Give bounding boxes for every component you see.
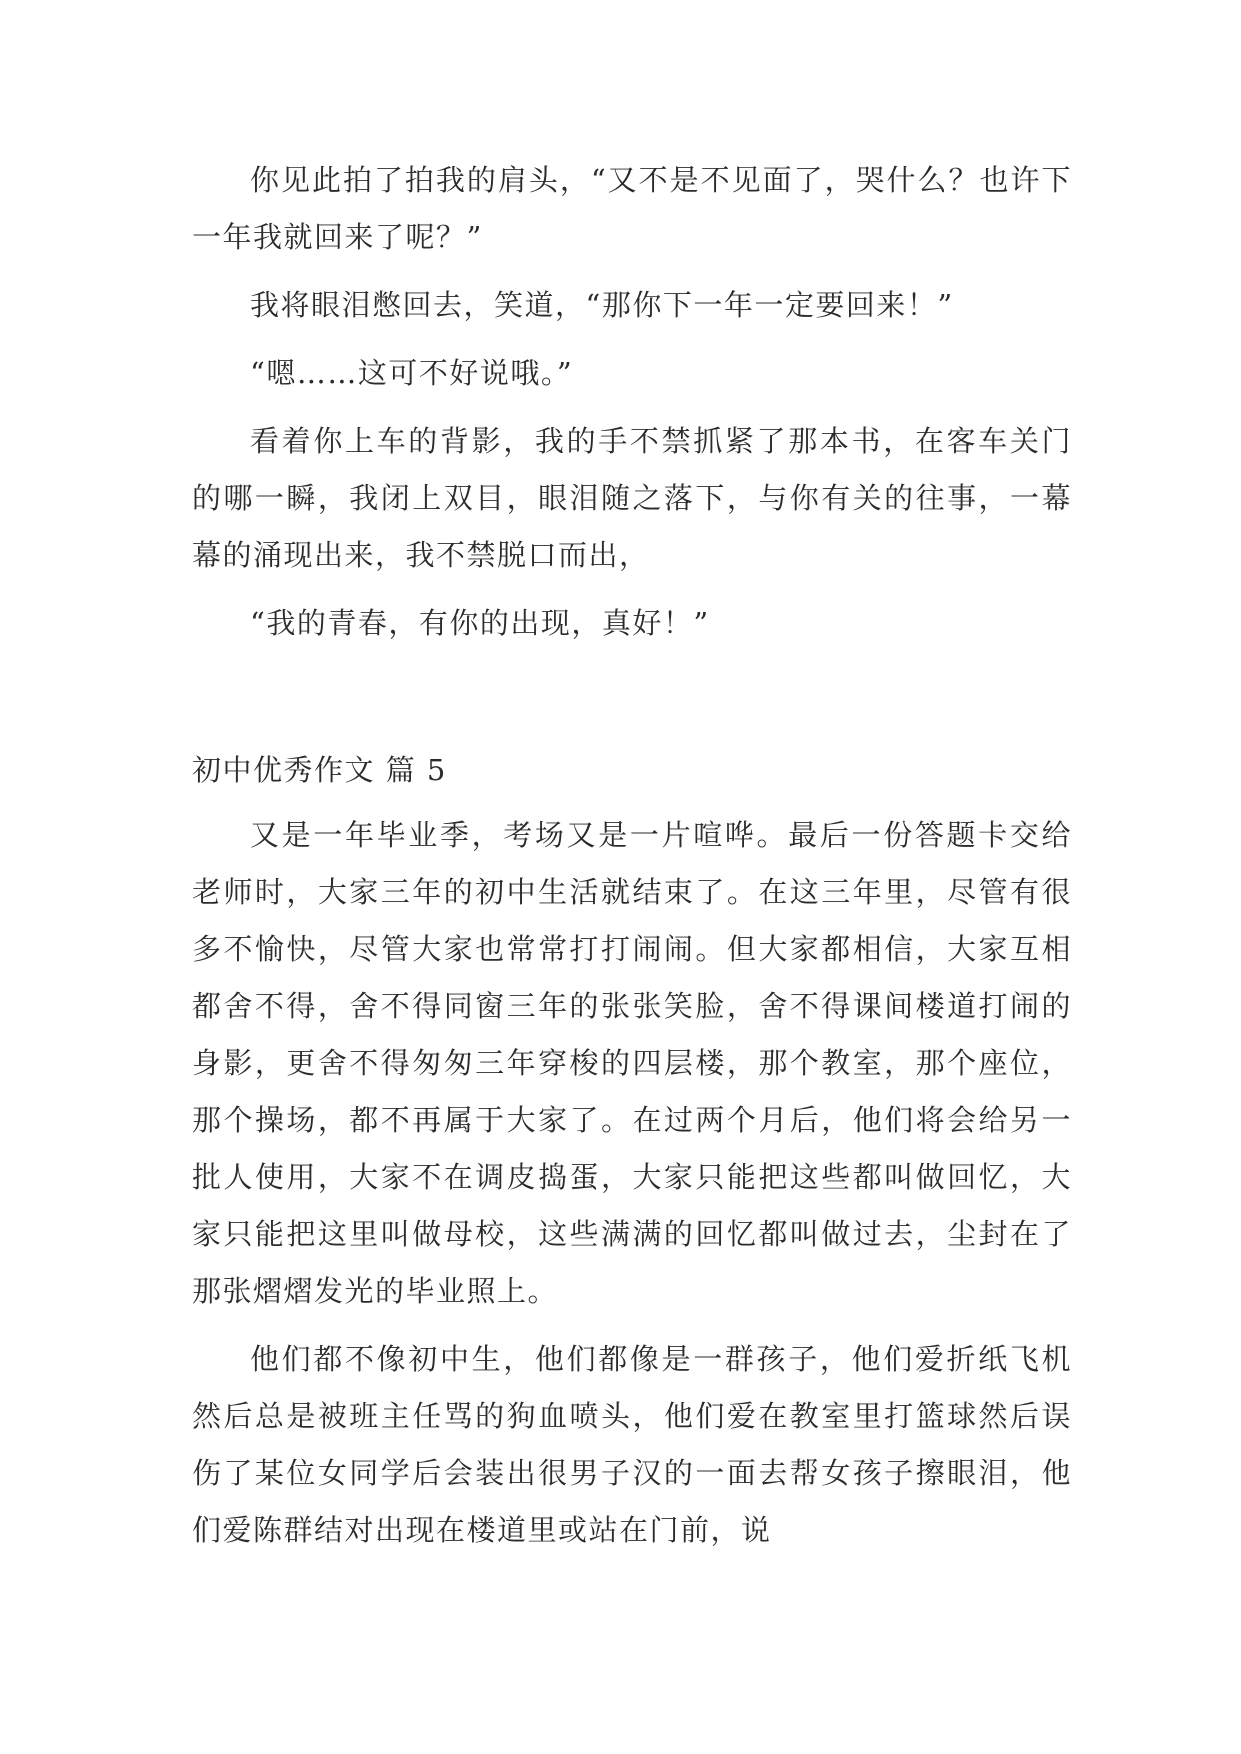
paragraph: 我将眼泪憋回去，笑道，“那你下一年一定要回来！”	[250, 288, 954, 322]
section-heading: 初中优秀作文 篇 5	[192, 753, 447, 787]
paragraph: 又是一年毕业季，考场又是一片喧哗。最后一份答题卡交给老师时，大家三年的初中生活就结束了。在这三年里，尽管有很多不愉快，尽管大家也常常打打闹闹。但大家都相信，大家互相都舍不得，舍不得同窗三年的张张笑脸，舍不得课间楼道打闹的身影，更舍不得匆匆三年穿梭的四层楼，那个教室，那个座位，那个操场，都不再属于大家了。在过两个月后，他们将会给另一批人使用，大家不在调皮捣蛋，大家只能把这些都叫做回忆，大家只能把这里叫做母校，这些满满的回忆都叫做过去，尘封在了那张熠熠发光的毕业照上。	[192, 818, 1072, 1308]
paragraph: “我的青春，有你的出现，真好！”	[250, 606, 710, 640]
paragraph: 看着你上车的背影，我的手不禁抓紧了那本书，在客车关门的哪一瞬，我闭上双目，眼泪随之落下，与你有关的往事，一幕幕的涌现出来，我不禁脱口而出，	[192, 424, 1072, 572]
paragraph: “嗯……这可不好说哦。”	[250, 356, 574, 390]
paragraph: 你见此拍了拍我的肩头，“又不是不见面了，哭什么？也许下一年我就回来了呢？”	[192, 163, 1072, 254]
paragraph: 他们都不像初中生，他们都像是一群孩子，他们爱折纸飞机然后总是被班主任骂的狗血喷头，他们爱在教室里打篮球然后误伤了某位女同学后会装出很男子汉的一面去帮女孩子擦眼泪，他们爱陈群结对出现在楼道里或站在门前，说	[192, 1342, 1072, 1547]
document-body	[192, 152, 1072, 1570]
